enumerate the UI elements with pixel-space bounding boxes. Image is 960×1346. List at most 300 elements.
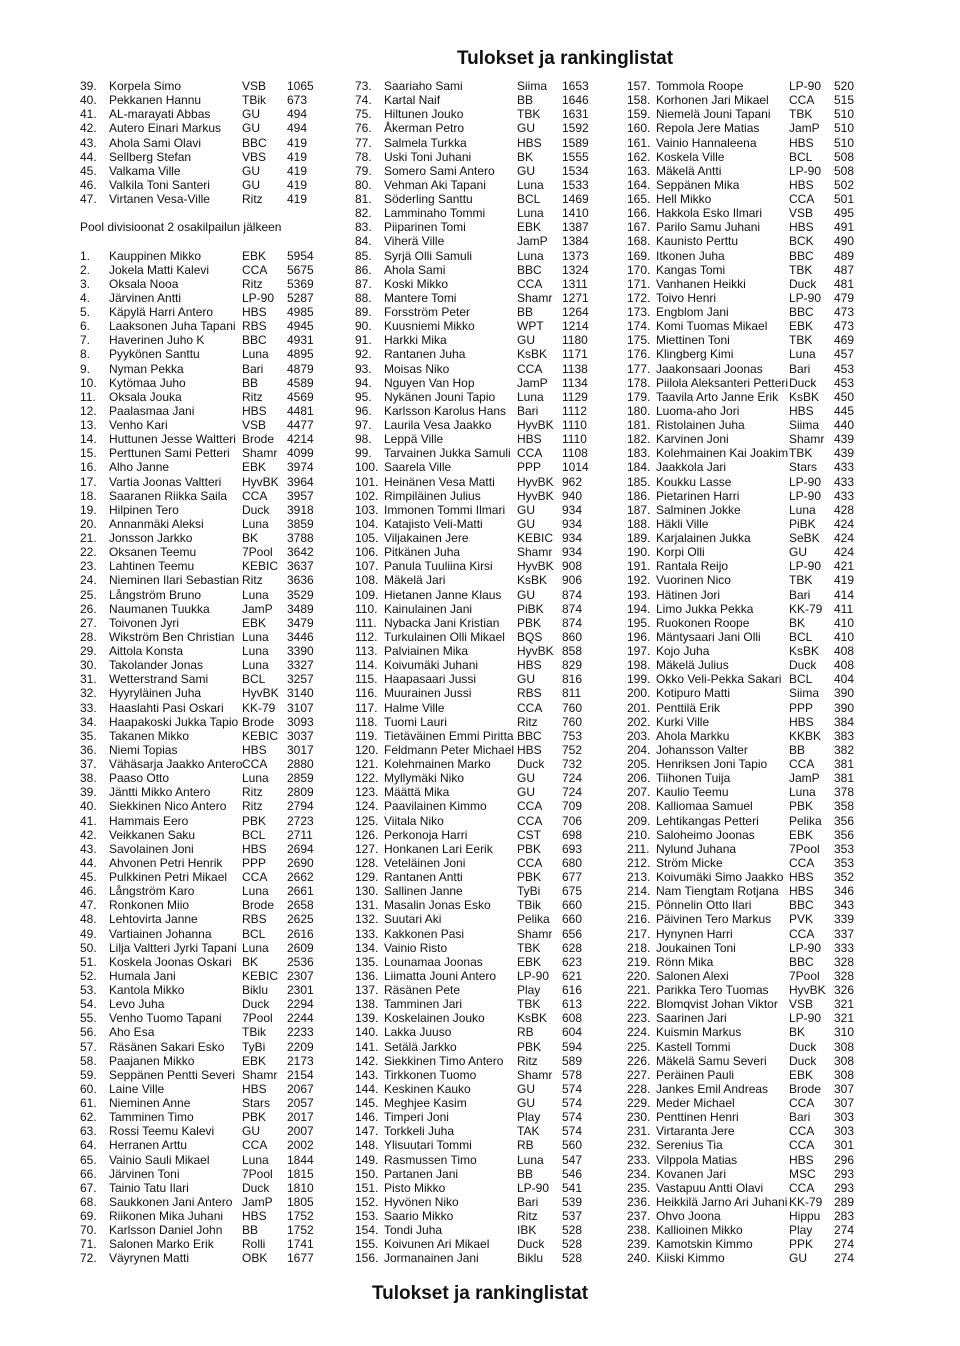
points: 760 xyxy=(562,714,583,729)
club: Luna xyxy=(242,347,269,362)
rank: 71. xyxy=(80,1237,97,1252)
points: 574 xyxy=(562,1096,583,1110)
rank: 97. xyxy=(355,418,372,432)
rank: 112. xyxy=(355,629,378,644)
points: 2625 xyxy=(287,912,314,927)
player-name: Kastell Tommi xyxy=(656,1039,731,1054)
player-name: Aho Esa xyxy=(109,1025,155,1040)
points: 811 xyxy=(562,686,582,701)
rank: 183. xyxy=(627,446,651,461)
rank: 204. xyxy=(627,742,651,757)
club: GU xyxy=(517,333,535,348)
rank: 192. xyxy=(627,573,651,588)
points: 934 xyxy=(562,545,583,560)
club: Shamr xyxy=(517,290,553,305)
rank: 219. xyxy=(627,954,651,969)
club: JamP xyxy=(242,601,273,616)
player-name: Vilppola Matias xyxy=(656,1152,738,1167)
rank: 81. xyxy=(355,192,372,206)
player-name: Niemelä Jouni Tapani xyxy=(656,107,771,122)
club: BBC xyxy=(789,248,814,263)
points: 433 xyxy=(834,488,855,503)
points: 421 xyxy=(834,559,855,574)
points: 680 xyxy=(562,855,583,870)
club: TAK xyxy=(517,1124,540,1139)
points: 673 xyxy=(287,93,308,108)
points: 2154 xyxy=(287,1067,314,1082)
points: 494 xyxy=(287,121,308,136)
club: BK xyxy=(789,615,806,630)
points: 356 xyxy=(834,827,855,842)
club: TBik xyxy=(242,1025,266,1040)
rank: 73. xyxy=(355,79,372,93)
points: 2067 xyxy=(287,1081,314,1096)
points: 1065 xyxy=(287,79,314,93)
rank: 139. xyxy=(355,1011,379,1026)
points: 411 xyxy=(834,601,854,616)
rank: 201. xyxy=(627,700,651,715)
player-name: Långström Karo xyxy=(109,884,195,899)
points: 293 xyxy=(834,1166,855,1181)
rank: 91. xyxy=(355,333,372,348)
points: 3017 xyxy=(287,742,314,757)
points: 621 xyxy=(562,968,583,983)
player-name: Venho Kari xyxy=(109,418,168,432)
points: 1555 xyxy=(562,149,589,164)
player-name: Honkanen Lari Eerik xyxy=(384,841,493,856)
club: Ritz xyxy=(242,573,263,588)
club: PPK xyxy=(789,1237,814,1252)
player-name: Kartal Naif xyxy=(384,93,441,108)
rank: 237. xyxy=(627,1209,651,1223)
table-row xyxy=(80,93,308,108)
player-name: Laine Ville xyxy=(109,1081,165,1096)
player-name: Paajanen Mikko xyxy=(109,1053,195,1068)
table-row xyxy=(80,898,314,913)
club: PBK xyxy=(242,813,267,828)
club: GU xyxy=(242,107,260,122)
points: 724 xyxy=(562,785,583,800)
player-name: Kuusniemi Mikko xyxy=(384,319,475,334)
player-name: Perkonoja Harri xyxy=(384,827,468,842)
table-row xyxy=(80,728,314,743)
player-name: Liimatta Jouni Antero xyxy=(384,968,497,983)
points: 307 xyxy=(834,1096,855,1110)
club: Luna xyxy=(789,785,816,800)
club: Ritz xyxy=(517,1209,538,1223)
club: Duck xyxy=(517,757,545,771)
player-name: Tamminen Timo xyxy=(109,1110,194,1125)
player-name: Haapakoski Jukka Tapio xyxy=(109,714,239,729)
club: 7Pool xyxy=(242,1011,273,1026)
club: Luna xyxy=(242,629,269,644)
club: CCA xyxy=(517,276,543,291)
club: RB xyxy=(517,1138,534,1153)
points: 495 xyxy=(834,206,855,221)
player-name: Nyman Pekka xyxy=(109,361,184,376)
points: 473 xyxy=(834,319,855,334)
points: 574 xyxy=(562,1124,583,1139)
player-name: Paaso Otto xyxy=(109,771,170,786)
table-row xyxy=(80,771,314,786)
club: CCA xyxy=(242,1138,268,1153)
points: 2859 xyxy=(287,771,314,786)
club: Ritz xyxy=(242,799,263,814)
player-name: Syrjä Olli Samuli xyxy=(384,248,473,263)
points: 343 xyxy=(834,898,855,913)
club: KK-79 xyxy=(242,700,276,715)
club: HBS xyxy=(517,135,542,150)
club: 7Pool xyxy=(242,1166,273,1181)
player-name: Partanen Jani xyxy=(384,1166,459,1181)
table-row xyxy=(80,1025,314,1040)
points: 3974 xyxy=(287,460,314,475)
points: 1214 xyxy=(562,319,589,334)
club: HBS xyxy=(517,658,542,673)
player-name: Lehtovirta Janne xyxy=(109,912,198,927)
points: 428 xyxy=(834,502,855,517)
rank: 76. xyxy=(355,121,372,136)
points: 381 xyxy=(834,757,855,771)
table-row xyxy=(80,276,314,291)
player-name: Rantala Reijo xyxy=(656,559,729,574)
rank: 193. xyxy=(627,587,651,602)
club: CCA xyxy=(517,855,543,870)
points: 2294 xyxy=(287,997,314,1012)
table-row xyxy=(80,403,314,418)
table-row xyxy=(80,1138,314,1153)
club: BCL xyxy=(242,672,266,687)
points: 753 xyxy=(562,728,583,743)
club: GU xyxy=(517,1096,535,1110)
club: CCA xyxy=(242,488,268,503)
points: 390 xyxy=(834,700,855,715)
points: 321 xyxy=(834,997,855,1012)
points: 604 xyxy=(562,1025,583,1040)
club: Bari xyxy=(517,1194,539,1209)
rank: 199. xyxy=(627,672,651,687)
points: 1129 xyxy=(562,389,588,404)
rank: 84. xyxy=(355,234,372,249)
rank: 104. xyxy=(355,516,379,531)
rank: 108. xyxy=(355,573,379,588)
club: Luna xyxy=(517,177,544,192)
points: 1534 xyxy=(562,163,589,178)
club: PPP xyxy=(789,700,814,715)
points: 303 xyxy=(834,1110,855,1125)
rank: 60. xyxy=(80,1081,97,1096)
points: 628 xyxy=(562,940,583,955)
points: 301 xyxy=(834,1138,855,1153)
points: 541 xyxy=(562,1180,583,1195)
rank: 86. xyxy=(355,262,372,277)
club: VSB xyxy=(242,418,267,432)
table-row xyxy=(80,79,314,93)
club: Luna xyxy=(517,248,544,263)
club: JamP xyxy=(517,234,548,249)
club: Brode xyxy=(242,714,275,729)
player-name: Ylisuutari Tommi xyxy=(384,1138,472,1153)
club: BB xyxy=(242,1223,259,1238)
points: 816 xyxy=(562,672,583,687)
rank: 157. xyxy=(627,79,651,93)
rank: 12. xyxy=(80,403,97,418)
table-row xyxy=(80,531,314,545)
player-name: Hilpinen Tero xyxy=(109,502,179,517)
table-row xyxy=(80,983,314,997)
rank: 223. xyxy=(627,1011,651,1026)
points: 2244 xyxy=(287,1011,314,1026)
player-name: Parilo Samu Juhani xyxy=(656,220,761,235)
club: Luna xyxy=(242,658,269,673)
points: 675 xyxy=(562,884,583,899)
points: 2307 xyxy=(287,968,314,983)
points: 469 xyxy=(834,333,855,348)
rank: 46. xyxy=(80,177,97,192)
rank: 229. xyxy=(627,1096,651,1110)
club: Luna xyxy=(242,771,269,786)
club: Siima xyxy=(517,79,548,93)
player-name: Ahola Sami xyxy=(384,262,446,277)
points: 3257 xyxy=(287,672,314,687)
player-name: Moisas Niko xyxy=(384,361,450,376)
rank: 136. xyxy=(355,968,379,983)
rank: 41. xyxy=(80,813,97,828)
points: 457 xyxy=(834,347,855,362)
rank: 134. xyxy=(355,940,379,955)
table-row xyxy=(80,644,314,658)
points: 3964 xyxy=(287,474,314,489)
rank: 42. xyxy=(80,121,97,136)
club: KKBK xyxy=(789,728,822,743)
player-name: Rimpiläinen Julius xyxy=(384,488,481,503)
player-name: Meder Michael xyxy=(656,1096,735,1110)
player-name: Väyrynen Matti xyxy=(109,1251,190,1266)
points: 934 xyxy=(562,531,583,545)
rank: 49. xyxy=(80,926,97,941)
points: 560 xyxy=(562,1138,583,1153)
player-name: Tiihonen Tuija xyxy=(656,771,731,786)
rank: 1. xyxy=(80,248,91,263)
rank: 151. xyxy=(355,1180,379,1195)
club: RBS xyxy=(242,912,267,927)
points: 510 xyxy=(834,135,855,150)
club: Luna xyxy=(242,884,269,899)
player-name: Mäkelä Antti xyxy=(656,163,722,178)
points: 1138 xyxy=(562,361,588,376)
club: EBK xyxy=(517,220,542,235)
club: BCL xyxy=(242,926,266,941)
table-row xyxy=(80,1251,314,1266)
rank: 42. xyxy=(80,827,97,842)
rank: 215. xyxy=(627,898,651,913)
table-row xyxy=(80,121,308,136)
player-name: Niemi Topias xyxy=(109,742,178,757)
points: 908 xyxy=(562,559,583,574)
club: HyvBK xyxy=(242,686,279,701)
rank: 184. xyxy=(627,460,651,475)
player-name: Vuorinen Nico xyxy=(656,573,731,588)
rank: 40. xyxy=(80,799,97,814)
points: 1805 xyxy=(287,1194,314,1209)
points: 2057 xyxy=(287,1096,314,1110)
rank: 14. xyxy=(80,432,97,447)
player-name: Pitkänen Juha xyxy=(384,545,461,560)
points: 439 xyxy=(834,446,855,461)
table-row xyxy=(80,1237,314,1252)
club: Ritz xyxy=(242,785,263,800)
rank: 34. xyxy=(80,714,97,729)
player-name: Kauppinen Mikko xyxy=(109,248,202,263)
club: LP-90 xyxy=(517,968,550,983)
club: Shamr xyxy=(517,545,553,560)
rank: 4. xyxy=(80,290,91,305)
rank: 146. xyxy=(355,1110,379,1125)
rank: 6. xyxy=(80,319,91,334)
table-row xyxy=(80,1124,314,1139)
player-name: Vartiainen Johanna xyxy=(109,926,212,941)
points: 479 xyxy=(834,290,855,305)
club: TBik xyxy=(517,898,541,913)
rank: 145. xyxy=(355,1096,379,1110)
club: Brode xyxy=(242,898,275,913)
points: 858 xyxy=(562,644,583,658)
points: 283 xyxy=(834,1209,855,1223)
rank: 82. xyxy=(355,206,372,221)
points: 494 xyxy=(287,107,308,122)
player-name: Jäntti Mikko Antero xyxy=(109,785,211,800)
rank: 195. xyxy=(627,615,651,630)
points: 5675 xyxy=(287,262,314,277)
player-name: Luoma-aho Jori xyxy=(656,403,740,418)
rank: 53. xyxy=(80,983,97,997)
player-name: Vainio Risto xyxy=(384,940,448,955)
player-name: Repola Jere Matias xyxy=(656,121,760,136)
player-name: Nykänen Jouni Tapio xyxy=(384,389,496,404)
rank: 55. xyxy=(80,1011,97,1026)
rank: 105. xyxy=(355,531,379,545)
rank: 228. xyxy=(627,1081,651,1096)
club: CCA xyxy=(789,926,815,941)
club: Luna xyxy=(789,502,816,517)
club: LP-90 xyxy=(789,79,822,93)
rank: 142. xyxy=(355,1053,379,1068)
page-title-bottom: Tulokset ja rankinglistat xyxy=(371,1283,589,1304)
points: 352 xyxy=(834,870,855,884)
club: HBS xyxy=(789,1152,814,1167)
club: Biklu xyxy=(242,983,269,997)
player-name: Hyvönen Niko xyxy=(384,1194,459,1209)
club: CCA xyxy=(789,757,815,771)
rank: 18. xyxy=(80,488,97,503)
points: 5287 xyxy=(287,290,314,305)
table-row xyxy=(80,1209,314,1223)
club: HBS xyxy=(242,841,267,856)
table-row xyxy=(80,248,314,263)
club: Duck xyxy=(789,375,817,390)
club: Stars xyxy=(789,460,818,475)
club: Luna xyxy=(517,389,544,404)
rank: 20. xyxy=(80,516,97,531)
points: 3489 xyxy=(287,601,314,616)
player-name: Penttinen Henri xyxy=(656,1110,739,1125)
rank: 133. xyxy=(355,926,379,941)
player-name: Saarela Ville xyxy=(384,460,452,475)
player-name: Toivo Henri xyxy=(656,290,717,305)
points: 962 xyxy=(562,474,583,489)
player-name: Pönnelin Otto Ilari xyxy=(656,898,752,913)
rank: 65. xyxy=(80,1152,97,1167)
club: Bari xyxy=(242,361,264,376)
club: BBC xyxy=(242,135,267,150)
player-name: Tondi Juha xyxy=(384,1223,443,1238)
rank: 40. xyxy=(80,93,97,108)
player-name: Pekkanen Hannu xyxy=(109,93,202,108)
club: KEBIC xyxy=(242,728,279,743)
club: Hippu xyxy=(789,1209,821,1223)
player-name: Paavilainen Kimmo xyxy=(384,799,487,814)
rank: 87. xyxy=(355,276,372,291)
player-name: Jaakkola Jari xyxy=(656,460,727,475)
club: GU xyxy=(242,163,260,178)
player-name: Päivinen Tero Markus xyxy=(656,912,772,927)
table-row xyxy=(80,559,314,574)
club: HyvBK xyxy=(517,644,554,658)
club: HyvBK xyxy=(242,474,279,489)
rank: 222. xyxy=(627,997,651,1012)
club: Siima xyxy=(789,686,820,701)
points: 2609 xyxy=(287,940,314,955)
points: 2658 xyxy=(287,898,314,913)
club: Siima xyxy=(789,418,820,432)
club: EBK xyxy=(789,1067,814,1082)
player-name: Kojo Juha xyxy=(656,644,710,658)
club: JamP xyxy=(517,375,548,390)
rank: 179. xyxy=(627,389,651,404)
points: 874 xyxy=(562,615,583,630)
player-name: Siekkinen Timo Antero xyxy=(384,1053,504,1068)
rank: 120. xyxy=(355,742,379,757)
rank: 186. xyxy=(627,488,651,503)
points: 1384 xyxy=(562,234,589,249)
rank: 44. xyxy=(80,149,97,164)
club: BB xyxy=(789,742,806,757)
player-name: Viljakainen Jere xyxy=(384,531,469,545)
rank: 106. xyxy=(355,545,379,560)
points: 303 xyxy=(834,1124,855,1139)
table-row xyxy=(80,290,314,305)
points: 1271 xyxy=(562,290,589,305)
club: CST xyxy=(517,827,541,842)
player-name: Lilja Valtteri Jyrki Tapani xyxy=(109,940,237,955)
rank: 41. xyxy=(80,107,97,122)
player-name: Oksala Nooa xyxy=(109,276,179,291)
player-name: Kangas Tomi xyxy=(656,262,726,277)
points: 608 xyxy=(562,1011,583,1026)
club: Stars xyxy=(242,1096,271,1110)
rank: 125. xyxy=(355,813,379,828)
rank: 208. xyxy=(627,799,651,814)
player-name: Kamotskin Kimmo xyxy=(656,1237,753,1252)
rank: 93. xyxy=(355,361,372,376)
points: 1264 xyxy=(562,305,589,319)
ranking-list-top xyxy=(80,79,314,206)
rank: 116. xyxy=(355,686,378,701)
player-name: Halme Ville xyxy=(384,700,445,715)
rank: 155. xyxy=(355,1237,379,1252)
player-name: Pyykönen Santtu xyxy=(109,347,200,362)
player-name: Jokela Matti Kalevi xyxy=(109,262,210,277)
